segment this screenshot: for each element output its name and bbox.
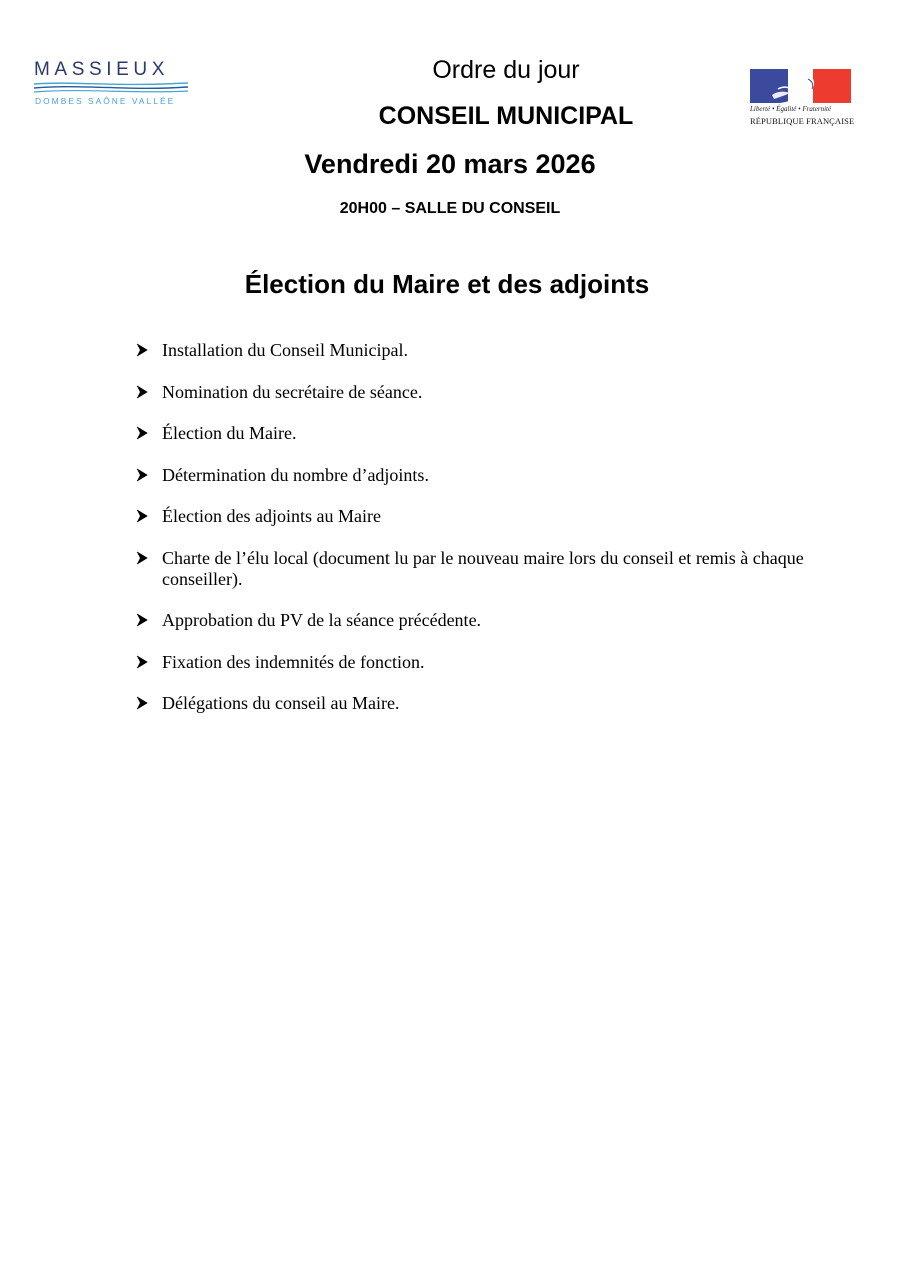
agenda-list: [136, 340, 826, 735]
arrow-bullet-icon: [136, 655, 148, 669]
ordre-du-jour-heading: Ordre du jour: [432, 56, 580, 84]
agenda-item: [136, 652, 826, 673]
meeting-date: Vendredi 20 mars 2026: [304, 149, 596, 179]
agenda-item-text: Charte de l’élu local (document lu par le nouveau maire lors du conseil et remis à chaque conseiller).: [162, 547, 804, 589]
section-title: Élection du Maire et des adjoints: [244, 269, 650, 299]
arrow-bullet-icon: [136, 426, 148, 440]
arrow-bullet-icon: [136, 509, 148, 523]
agenda-item-text: Nomination du secrétaire de séance.: [162, 381, 423, 402]
massieux-logo-name: MASSIEUX: [34, 59, 169, 80]
agenda-item: [136, 610, 826, 631]
arrow-bullet-icon: [136, 385, 148, 399]
arrow-bullet-icon: [136, 468, 148, 482]
agenda-item-text: Fixation des indemnités de fonction.: [162, 651, 425, 672]
agenda-item-text: Élection des adjoints au Maire: [162, 506, 381, 526]
arrow-bullet-icon: [136, 696, 148, 710]
agenda-item: [136, 465, 826, 486]
conseil-municipal-heading: CONSEIL MUNICIPAL: [378, 102, 634, 130]
meeting-time-location: 20H00 – SALLE DU CONSEIL: [339, 200, 561, 217]
agenda-item: [136, 340, 826, 361]
massieux-logo-tagline: DOMBES SAÔNE VALLÉE: [35, 96, 176, 106]
arrow-bullet-icon: [136, 551, 148, 565]
republique-country: RÉPUBLIQUE FRANÇAISE: [750, 116, 855, 126]
agenda-item-text: Élection du Maire.: [162, 423, 297, 443]
arrow-bullet-icon: [136, 613, 148, 627]
agenda-item: [136, 506, 826, 527]
agenda-item: [136, 548, 826, 590]
agenda-item: [136, 423, 826, 444]
agenda-item-text: Installation du Conseil Municipal.: [162, 340, 408, 360]
agenda-item: [136, 693, 826, 714]
agenda-item-text: Délégations du conseil au Maire.: [162, 693, 400, 713]
republique-motto: Liberté • Égalité • Fraternité: [750, 105, 832, 113]
agenda-item-text: Détermination du nombre d’adjoints.: [162, 464, 429, 485]
agenda-item: [136, 382, 826, 403]
agenda-item-text: Approbation du PV de la séance précédente.: [162, 610, 482, 630]
arrow-bullet-icon: [136, 343, 148, 357]
